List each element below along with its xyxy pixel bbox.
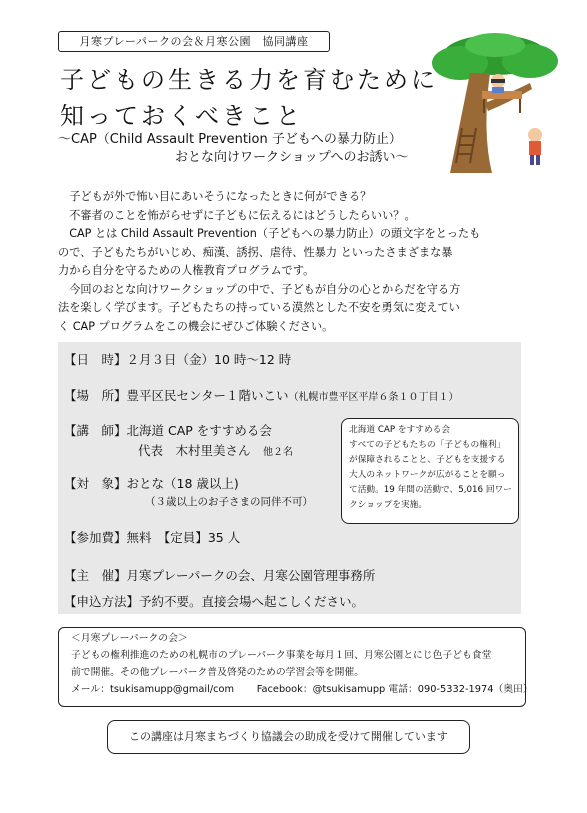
fee-value: 無料 [126, 530, 152, 545]
target-label: 【対 象】 [64, 476, 127, 491]
organizer-value: 月寒プレーパークの会、月寒公園管理事務所 [126, 568, 376, 583]
tree-foliage [432, 33, 558, 80]
org-line2: 前で開催。その他プレーパーク普及啓発のための学習会等を開催。 [71, 667, 365, 678]
detail-place [64, 386, 459, 404]
organizer-label: 【主 催】 [64, 568, 127, 583]
org-line1: 子どもの権利推進のための札幌市のプレーパーク事業を毎月１回、月寒公園とにじ色子ども食堂 [71, 650, 492, 661]
intro-workshop-line1: 今回のおとな向けワークショップの中で、子どもが自分の心とからだを守る方 [69, 282, 461, 296]
place-label: 【場 所】 [64, 388, 127, 403]
callout-line5: クショップを実施。 [349, 500, 428, 510]
subtitle-line1: ～CAP（Child Assault Prevention 子どもへの暴力防止） [58, 132, 402, 147]
detail-apply [64, 592, 364, 610]
callout-heading: 北海道 CAP をすすめる会 [349, 425, 451, 435]
callout-line3: 大人のネットワークが広がることを願っ [349, 470, 506, 480]
org-email[interactable]: メール：tsukisamupp@gmail/com [71, 684, 235, 695]
cap-association-callout [341, 418, 519, 524]
intro-question-1: 子どもが外で怖い目にあいそうになったときに何ができる？ [69, 190, 372, 203]
intro-text [58, 188, 528, 336]
child-with-binoculars [491, 74, 505, 93]
detail-fee [64, 528, 240, 546]
intro-cap-line3: 力から自分を守るための人権教育プログラムです。 [58, 264, 315, 277]
callout-line1: すべての子どもたちの「子どもの権利」 [349, 440, 506, 450]
place-address: （札幌市豊平区平岸６条１０丁目１） [288, 392, 459, 403]
capacity-label: 【定員】 [164, 530, 208, 545]
cohost-label: 月寒プレーパークの会＆月寒公園 協同講座 [58, 31, 330, 52]
fee-label: 【参加費】 [64, 530, 127, 545]
place-value: 豊平区民センター１階いこい [126, 388, 289, 403]
organization-info [58, 627, 533, 707]
detail-organizer [64, 566, 375, 584]
apply-label: 【申込方法】 [64, 594, 140, 609]
date-value: ２月３日（金）10 時～12 時 [126, 352, 292, 367]
intro-question-2: 不審者のことを怖がらせずに子どもに伝えるにはどうしたらいい？。 [69, 208, 416, 222]
intro-cap-line1: CAP とは Child Assault Prevention（子どもへの暴力防止）の頭文字をとったも [69, 227, 481, 240]
intro-cap-line2: ので、子どもたちがいじめ、痴漢、誘拐、虐待、性暴力 といったさまざまな暴 [58, 245, 453, 259]
date-label: 【日 時】 [64, 352, 127, 367]
lecturer-rep: 代表 木村里美さん [138, 443, 251, 458]
callout-line4: て活動。19 年間の活動で、5,016 回ワー [349, 485, 512, 495]
org-phone: 電話：090-5332-1974（奥田） [388, 684, 533, 695]
detail-date [64, 350, 291, 368]
grant-note: この講座は月寒まちづくり協議会の助成を受けて開催しています [107, 720, 470, 754]
lecturer-value: 北海道 CAP をすすめる会 [126, 423, 272, 438]
intro-workshop-line2: 法を楽しく学びます。子どもたちの持っている漠然とした不安を勇気に変えてい [58, 301, 460, 314]
detail-target [64, 474, 239, 492]
page-title-line1: 子どもの生きる力を育むために [60, 66, 438, 94]
lecturer-label: 【講 師】 [64, 423, 127, 438]
treehouse-illustration [430, 33, 560, 178]
tree-trunk [450, 73, 532, 173]
subtitle-line2: おとな向けワークショップへのお誘い～ [175, 150, 409, 165]
apply-value: 予約不要。直接会場へ起こしください。 [139, 594, 365, 609]
org-facebook[interactable]: Facebook：@tsukisamupp [256, 684, 386, 695]
page-title-line2: 知っておくべきこと [60, 102, 303, 130]
capacity-value: 35 人 [207, 530, 241, 545]
target-note: （３歳以上のお子さまの同伴不可） [145, 496, 313, 508]
child-climbing [528, 128, 542, 165]
lecturer-others: 他２名 [263, 447, 294, 458]
org-contacts [71, 681, 533, 698]
org-heading: ＜月寒プレーパークの会＞ [71, 633, 188, 644]
intro-workshop-line3: く CAP プログラムをこの機会にぜひご体験ください。 [58, 319, 334, 333]
detail-lecturer-rep [138, 441, 293, 459]
target-value: おとな（18 歳以上) [126, 476, 239, 491]
detail-lecturer [64, 421, 272, 439]
callout-line2: が保障されることと、子どもを支援する [349, 455, 506, 465]
